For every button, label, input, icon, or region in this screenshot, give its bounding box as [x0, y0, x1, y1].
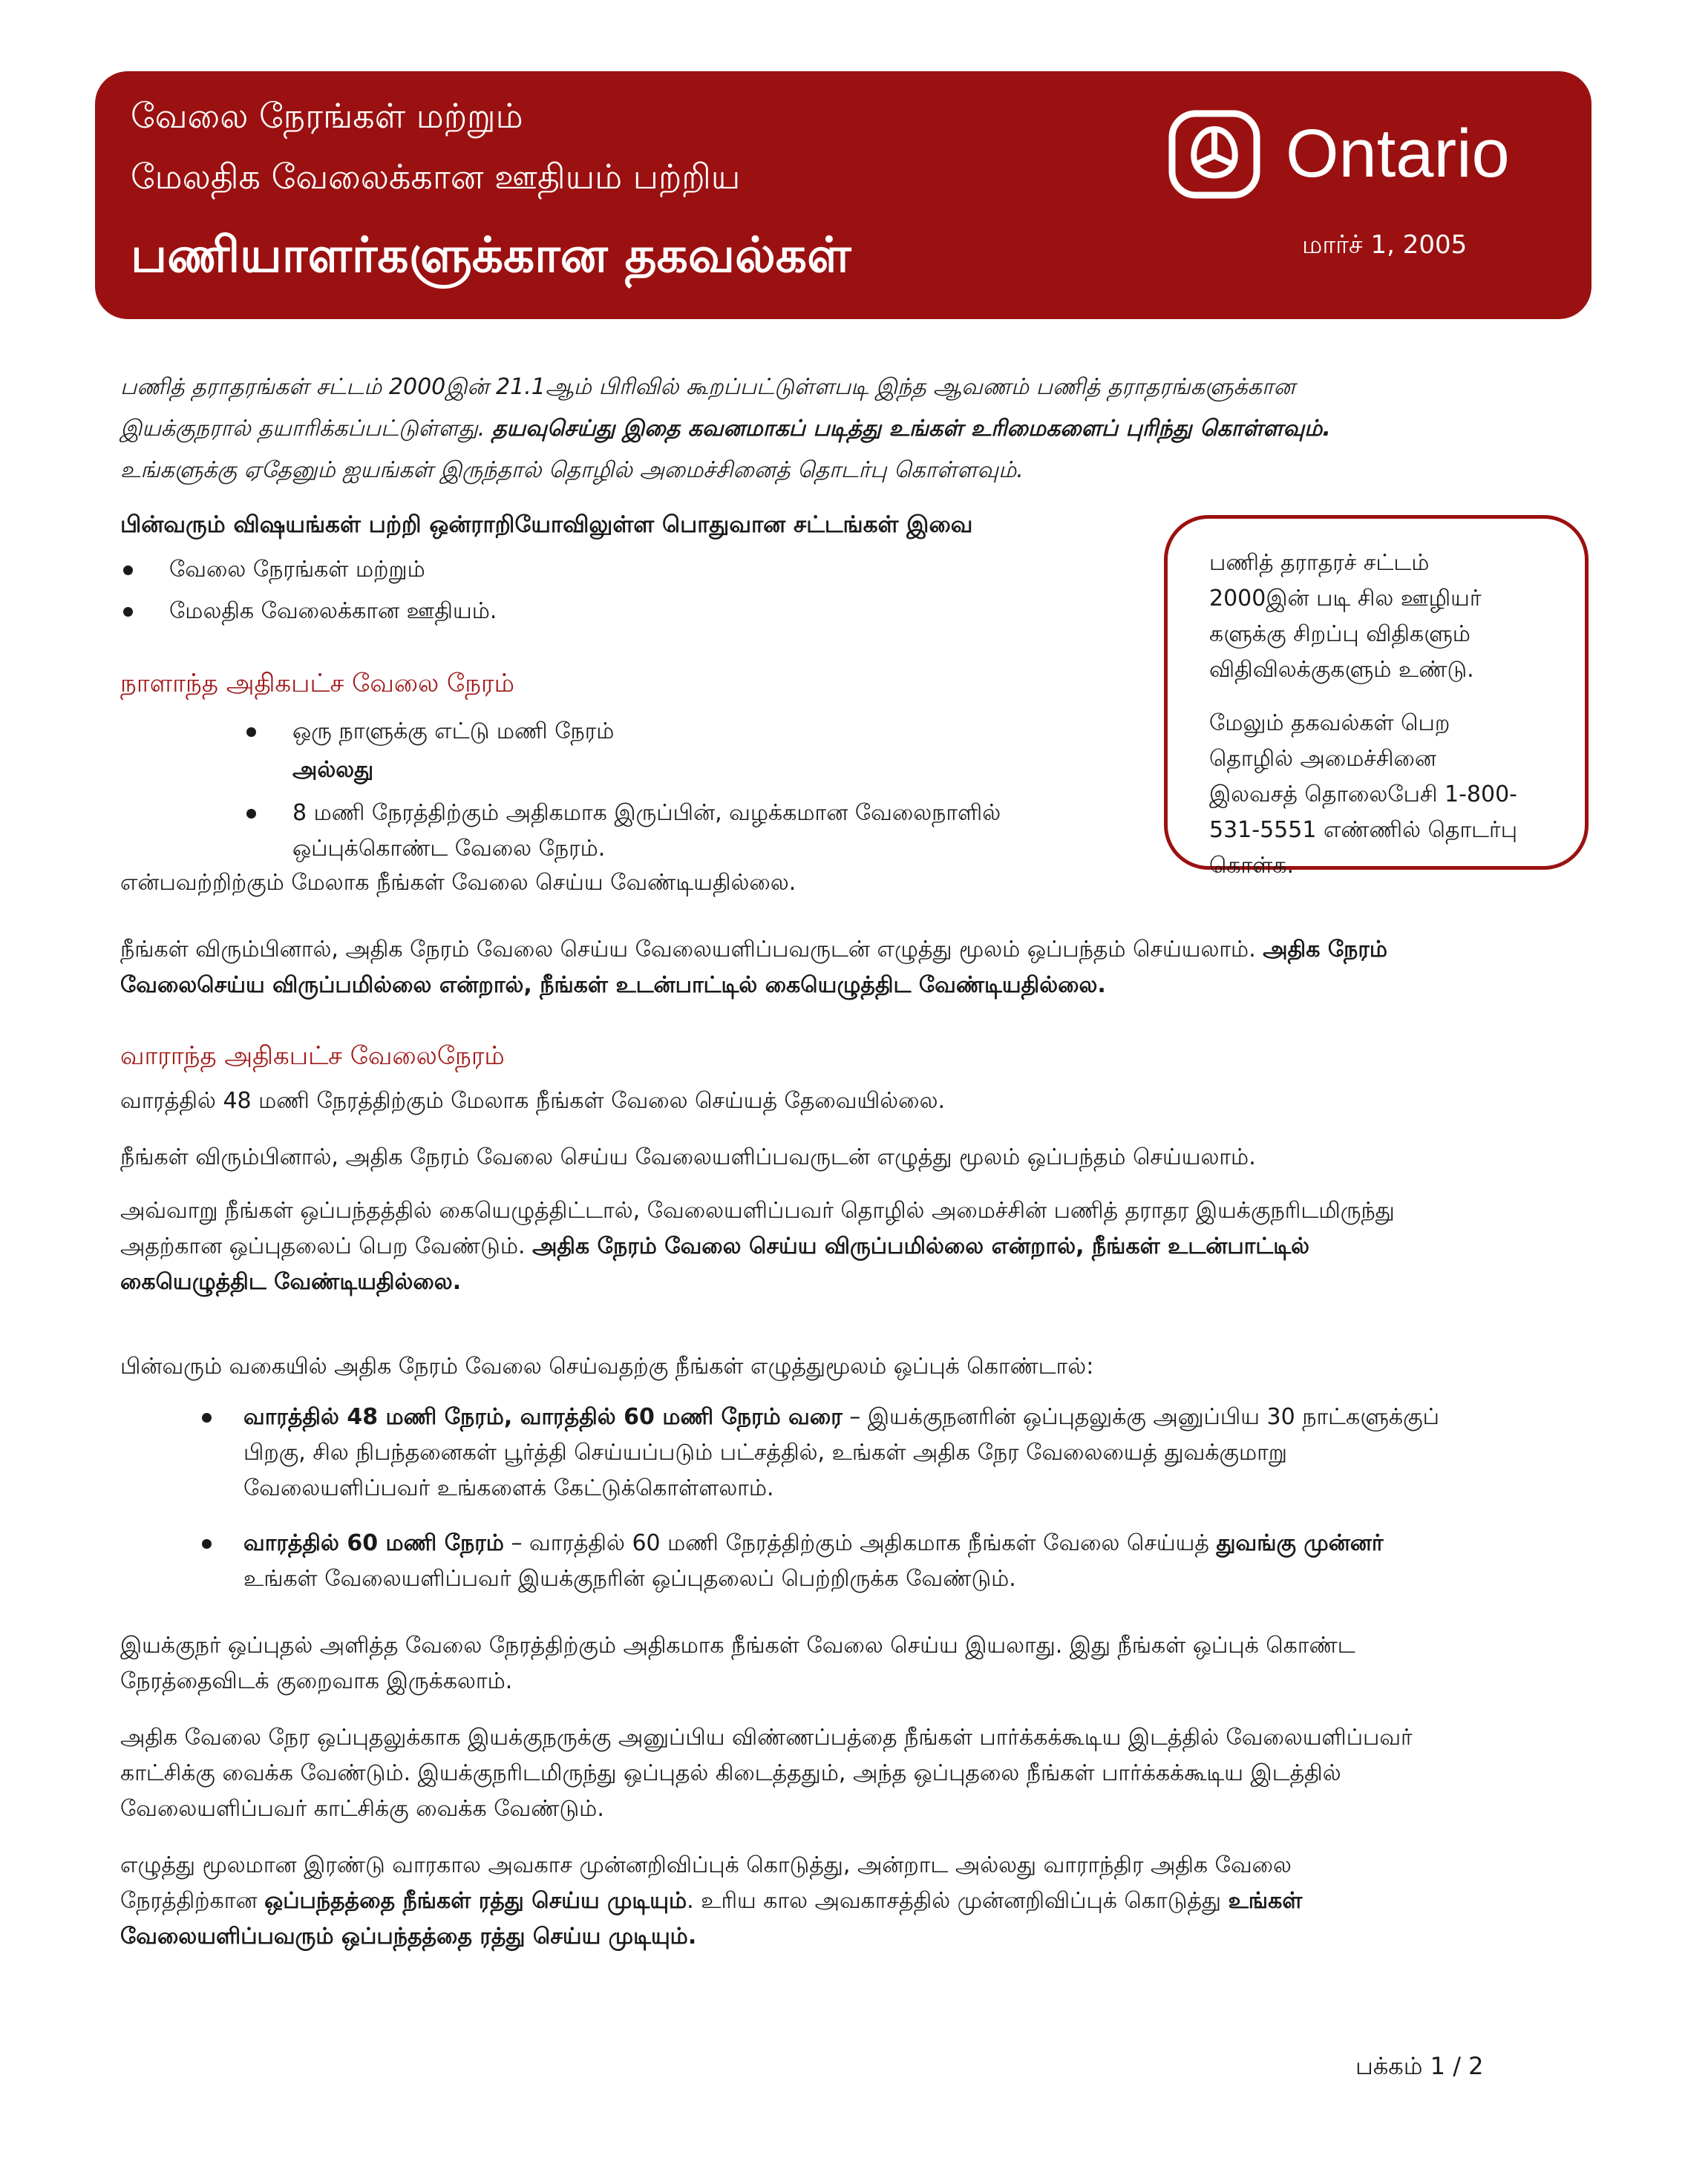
daily-agreement-emphasis: வேலைசெய்ய விருப்பமில்லை என்றால், நீங்கள் உடன்பாட்டில் கையெழுத்திட வேண்டியதில்லை. — [120, 972, 1106, 998]
page-number: பக்கம் 1 / 2 — [1355, 2052, 1484, 2080]
consent-item-2-text: – வாரத்தில் 60 மணி நேரத்திற்கும் அதிகமாக நீங்கள் வேலை செய்யத் — [503, 1530, 1217, 1556]
closing-text: . உரிய கால அவகாசத்தில் முன்னறிவிப்புக் கொடுத்து — [687, 1888, 1229, 1914]
daily-tail: என்பவற்றிற்கும் மேலாக நீங்கள் வேலை செய்ய வேண்டியதில்லை. — [120, 870, 796, 896]
sidebox-paragraph-2 — [1209, 706, 1517, 884]
bullet-icon — [123, 607, 133, 617]
list-item — [243, 1526, 1384, 1597]
intro-paragraph — [120, 367, 1531, 491]
section-heading-daily: நாளாந்த அதிகபட்ச வேலை நேரம் — [120, 669, 514, 698]
closing-paragraph-2 — [120, 1720, 1545, 1827]
bullet-icon — [202, 1539, 212, 1549]
weekly-emphasis: அதிக நேரம் வேலை செய்ய விருப்பமில்லை என்றால், நீங்கள் உடன்பாட்டில் — [532, 1233, 1310, 1259]
weekly-text: அதற்கான ஒப்புதலைப் பெற வேண்டும். — [120, 1233, 526, 1259]
list-item — [292, 796, 1001, 831]
bullet-icon — [246, 809, 256, 819]
header-subtitle-line-1: வேலை நேரங்கள் மற்றும் — [131, 96, 523, 136]
closing-line: இயக்குநர் ஒப்புதல் அளித்த வேலை நேரத்திற்கும் அதிகமாக நீங்கள் வேலை செய்ய இயலாது. இது நீங்கள் ஒப்புக் கொண்ட — [120, 1633, 1355, 1659]
ontario-wordmark: Ontario — [1286, 116, 1510, 191]
daily-agreement-paragraph — [120, 932, 1545, 1003]
weekly-line: அவ்வாறு நீங்கள் ஒப்பந்தத்தில் கையெழுத்திட்டால், வேலையளிப்பவர் தொழில் அமைச்சின் பணித் தராதர இயக்குநரிடமிருந்து — [120, 1198, 1395, 1224]
intro-emphasis: தயவுசெய்து இதை கவனமாகப் படித்து உங்கள் உரிமைகளைப் புரிந்து கொள்ளவும். — [491, 416, 1331, 442]
weekly-paragraph-1: வாரத்தில் 48 மணி நேரத்திற்கும் மேலாக நீங்கள் வேலை செய்யத் தேவையில்லை. — [120, 1088, 946, 1114]
list-item-text: ஒரு நாளுக்கு எட்டு மணி நேரம் — [292, 718, 615, 744]
info-sidebox — [1164, 515, 1589, 879]
sidebox-line: இலவசத் தொலைபேசி 1-800- — [1209, 781, 1517, 807]
or-label: அல்லது — [292, 757, 374, 783]
closing-line: வேலையளிப்பவர் காட்சிக்கு வைக்க வேண்டும். — [120, 1796, 604, 1822]
bullet-icon — [123, 565, 133, 575]
intro-line: பணித் தராதரங்கள் சட்டம் 2000இன் 21.1ஆம் பிரிவில் கூறப்பட்டுள்ளபடி இந்த ஆவணம் பணித் தராதரங்களுக்கான — [120, 374, 1295, 400]
ontario-trillium-icon — [1168, 110, 1260, 199]
sidebox-line: பணித் தராதரச் சட்டம் — [1209, 550, 1430, 576]
closing-text: நேரத்திற்கான — [120, 1888, 265, 1914]
ontario-logo — [1168, 110, 1560, 199]
sidebox-paragraph-1 — [1209, 545, 1482, 688]
sidebox-line: 2000இன் படி சில ஊழியர் — [1209, 586, 1482, 611]
page-title: பணியாளர்களுக்கான தகவல்கள் — [131, 226, 851, 283]
section-heading-weekly: வாராந்த அதிகபட்ச வேலைநேரம் — [120, 1041, 505, 1071]
publication-date: மார்ச் 1, 2005 — [1302, 230, 1468, 260]
sidebox-line: மேலும் தகவல்கள் பெற — [1209, 710, 1450, 736]
sidebox-line: களுக்கு சிறப்பு விதிகளும் — [1209, 621, 1471, 647]
list-item-continuation: ஒப்புக்கொண்ட வேலை நேரம். — [292, 836, 606, 862]
list-item-text: வேலை நேரங்கள் மற்றும் — [169, 557, 425, 583]
weekly-emphasis: கையெழுத்திட வேண்டியதில்லை. — [120, 1269, 462, 1295]
list-item — [243, 1400, 1439, 1506]
consent-item-1-emphasis: வாரத்தில் 48 மணி நேரம், வாரத்தில் 60 மணி நேரம் வரை — [243, 1404, 843, 1430]
sidebox-line: 531-5551 எண்ணில் தொடர்பு — [1209, 817, 1518, 843]
closing-line: நேரத்தைவிடக் குறைவாக இருக்கலாம். — [120, 1668, 513, 1694]
list-item — [292, 714, 614, 750]
intro-line: உங்களுக்கு ஏதேனும் ஐயங்கள் இருந்தால் தொழில் அமைச்சினைத் தொடர்பு கொள்ளவும். — [120, 457, 1024, 483]
bullet-icon — [202, 1413, 212, 1423]
list-item — [169, 594, 497, 629]
bullet-icon — [246, 727, 256, 737]
consent-item-1-text: – இயக்குநனரின் ஒப்புதலுக்கு அனுப்பிய 30 நாட்களுக்குப் — [842, 1404, 1439, 1430]
consent-item-2-line: உங்கள் வேலையளிப்பவர் இயக்குநரின் ஒப்புதலைப் பெற்றிருக்க வேண்டும். — [243, 1566, 1016, 1592]
sidebox-line: தொழில் அமைச்சினை — [1209, 746, 1436, 772]
closing-emphasis: உங்கள் — [1228, 1888, 1303, 1914]
closing-emphasis: வேலையளிப்பவரும் ஒப்பந்தத்தை ரத்து செய்ய முடியும். — [120, 1924, 697, 1949]
sidebox-line: விதிவிலக்குகளும் உண்டு. — [1209, 657, 1474, 683]
header-banner — [95, 71, 1592, 319]
intro-text: இயக்குநரால் தயாரிக்கப்பட்டுள்ளது. — [120, 416, 485, 442]
closing-paragraph-3 — [120, 1848, 1545, 1955]
daily-agreement-text: நீங்கள் விரும்பினால், அதிக நேரம் வேலை செய்ய வேலையளிப்பவருடன் எழுத்து மூலம் ஒப்பந்தம் செய்யலாம். — [120, 937, 1256, 963]
weekly-paragraph-3 — [120, 1193, 1545, 1300]
weekly-paragraph-2: நீங்கள் விரும்பினால், அதிக நேரம் வேலை செய்ய வேலையளிப்பவருடன் எழுத்து மூலம் ஒப்பந்தம் செய்யலாம். — [120, 1144, 1256, 1170]
closing-line: எழுத்து மூலமான இரண்டு வாரகால அவகாச முன்னறிவிப்புக் கொடுத்து, அன்றாட அல்லது வாராந்திர அதிக வேலை — [120, 1852, 1292, 1878]
list-item-text: மேலதிக வேலைக்கான ஊதியம். — [169, 598, 497, 624]
daily-agreement-emphasis: அதிக நேரம் — [1263, 937, 1388, 963]
consent-item-1-line: பிறகு, சில நிபந்தனைகள் பூர்த்தி செய்யப்படும் பட்சத்தில், உங்கள் அதிக நேர வேலையைத் துவக்குமாறு — [243, 1440, 1287, 1466]
summary-heading: பின்வரும் விஷயங்கள் பற்றி ஒன்ராறியோவிலுள்ள பொதுவான சட்டங்கள் இவை — [120, 511, 973, 538]
list-item — [169, 552, 425, 588]
consent-item-2-emphasis: வாரத்தில் 60 மணி நேரம் — [243, 1530, 504, 1556]
closing-paragraph-1 — [120, 1628, 1545, 1699]
header-subtitle-line-2: மேலதிக வேலைக்கான ஊதியம் பற்றிய — [131, 157, 741, 197]
list-item-text: 8 மணி நேரத்திற்கும் அதிகமாக இருப்பின், வழக்கமான வேலைநாளில் — [292, 800, 1001, 826]
closing-emphasis: ஒப்பந்தத்தை நீங்கள் ரத்து செய்ய முடியும் — [264, 1888, 687, 1914]
consent-item-1-line: வேலையளிப்பவர் உங்களைக் கேட்டுக்கொள்ளலாம். — [243, 1475, 774, 1501]
sidebox-line: கொள்க. — [1209, 853, 1295, 879]
intro-line — [120, 408, 1531, 450]
closing-line: காட்சிக்கு வைக்க வேண்டும். இயக்குநரிடமிருந்து ஒப்புதல் கிடைத்ததும், அந்த ஒப்புதலை நீங்கள் பார்க்கக்கூடிய இடத்தில் — [120, 1760, 1341, 1786]
consent-item-2-emphasis: துவங்கு முன்னர் — [1216, 1530, 1384, 1556]
consent-intro: பின்வரும் வகையில் அதிக நேரம் வேலை செய்வதற்கு நீங்கள் எழுத்துமூலம் ஒப்புக் கொண்டால்: — [120, 1354, 1094, 1380]
closing-line: அதிக வேலை நேர ஒப்புதலுக்காக இயக்குநருக்கு அனுப்பிய விண்ணப்பத்தை நீங்கள் பார்க்கக்கூடிய இடத்தில் வேலையளிப்பவர் — [120, 1725, 1413, 1751]
